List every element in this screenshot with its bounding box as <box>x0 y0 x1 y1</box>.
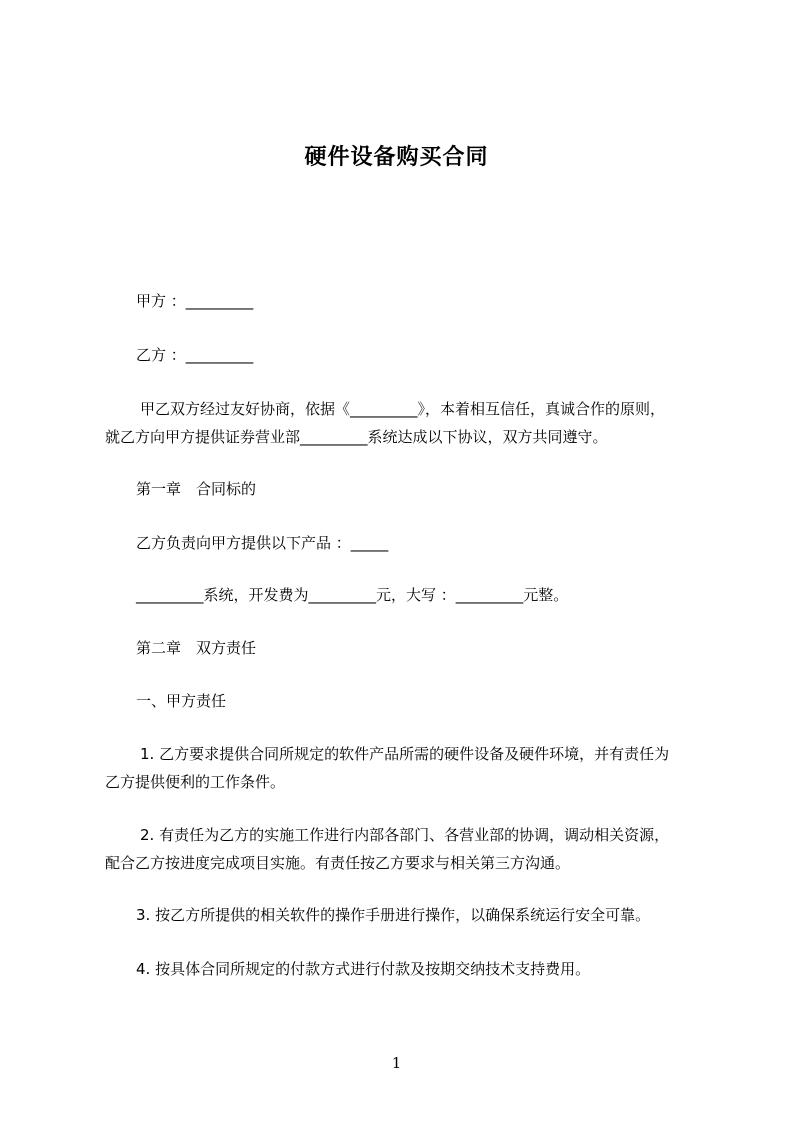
page-number: 1 <box>391 1054 402 1072</box>
chapter-1-heading: 第一章 合同标的 <box>136 480 257 498</box>
chapter-1-fee-line: _________系统，开发费为_________元，大写 ：_________元整。 <box>136 586 569 604</box>
item-2-line-1: 2. 有责任为乙方的实施工作进行内部各部门、各营业部的协调，调动相关资源， <box>140 826 670 844</box>
chapter-1-product-line: 乙方负责向甲方提供以下产品 ：_____ <box>136 534 389 552</box>
item-1-line-2: 乙方提供便利的工作条件。 <box>105 773 286 791</box>
party-b-line: 乙方 ：_________ <box>136 346 254 364</box>
item-1-line-1: 1. 乙方要求提供合同所规定的软件产品所需的硬件设备及硬件环境，并有责任为 <box>140 745 670 763</box>
intro-paragraph-line-1: 甲乙双方经过友好协商，依据《_________》，本着相互信任，真诚合作的原则， <box>140 400 666 418</box>
item-2-line-2: 配合乙方按进度完成项目实施。有责任按乙方要求与相关第三方沟通。 <box>105 854 571 872</box>
chapter-2-heading: 第二章 双方责任 <box>136 639 257 657</box>
party-a-line: 甲方 ：_________ <box>136 292 254 310</box>
section-1-heading: 一、甲方责任 <box>136 692 227 710</box>
intro-paragraph-line-2: 就乙方向甲方提供证券营业部_________系统达成以下协议，双方共同遵守。 <box>105 428 608 446</box>
document-title: 硬件设备购买合同 <box>304 145 489 170</box>
item-4-line: 4. 按具体合同所规定的付款方式进行付款及按期交纳技术支持费用。 <box>136 960 591 978</box>
item-3-line: 3. 按乙方所提供的相关软件的操作手册进行操作，以确保系统运行安全可靠。 <box>136 906 651 924</box>
